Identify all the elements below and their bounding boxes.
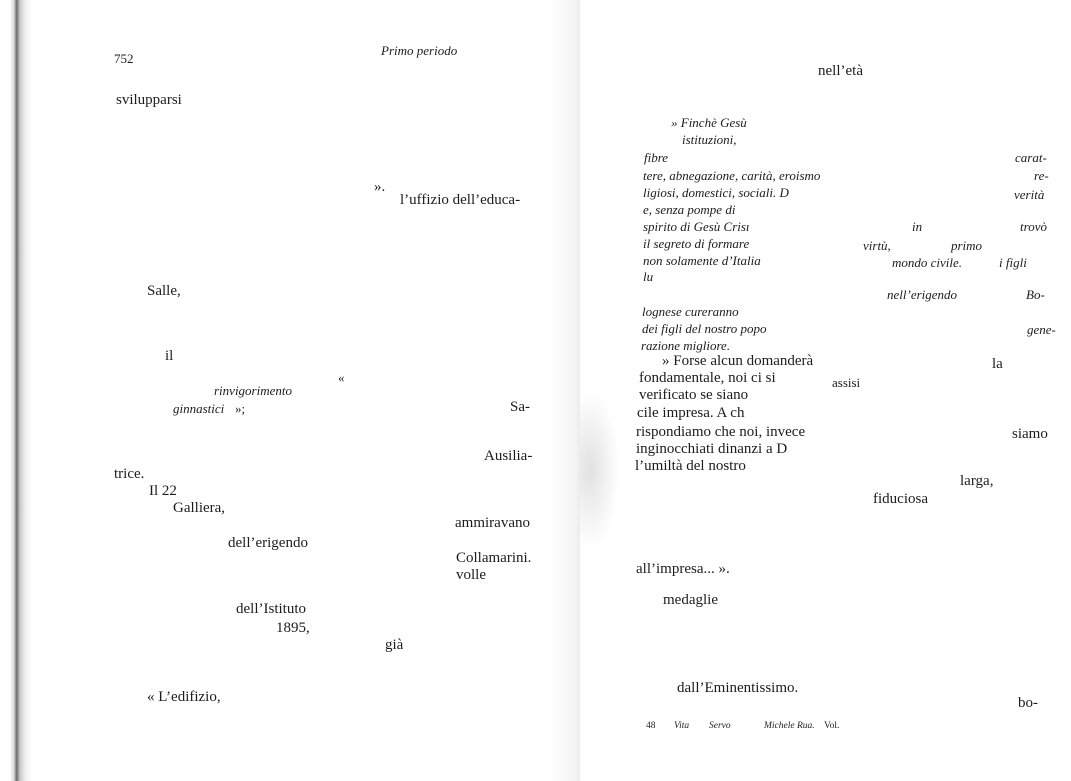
text-fragment: la (992, 356, 1003, 372)
text-fragment: istituzioni, (682, 132, 737, 147)
text-fragment: razione migliore. (641, 338, 731, 353)
text-fragment: primo (951, 238, 983, 253)
text-fragment: virtù, (863, 238, 891, 253)
running-head: Primo periodo (381, 43, 458, 58)
text-fragment: ». (374, 179, 386, 195)
text-fragment: i figli (999, 255, 1027, 270)
text-fragment: verità (1014, 187, 1045, 202)
text-fragment: mondo civile. (892, 255, 963, 270)
footer-title-part: Vol. (824, 721, 840, 731)
text-fragment: Bo- (1026, 287, 1045, 302)
text-fragment: « L’edifizio, (147, 689, 221, 705)
right-page (580, 0, 1071, 781)
text-fragment: nell’età (818, 63, 863, 79)
text-fragment: bo- (1018, 695, 1038, 711)
text-fragment: l’umiltà del nostro (635, 458, 746, 474)
text-fragment: il (165, 348, 174, 364)
text-fragment: l’uffizio dell’educa- (400, 192, 521, 208)
text-fragment: già (385, 637, 404, 653)
text-fragment: Salle, (147, 283, 181, 299)
text-fragment: verificato se siano (639, 387, 749, 403)
text-fragment: siamo (1012, 426, 1048, 442)
text-fragment: larga, (960, 473, 994, 489)
text-fragment: ginnastici (173, 401, 225, 416)
text-fragment: non solamente d’Italia (643, 253, 761, 268)
text-fragment: il segreto di formare (643, 236, 750, 251)
text-fragment: dall’Eminentissimo. (677, 680, 799, 696)
text-fragment: ligiosi, domestici, sociali. D (643, 185, 789, 200)
text-fragment: lognese cureranno (642, 304, 739, 319)
text-fragment: e, senza pompe di (643, 202, 736, 217)
text-fragment: medaglie (663, 592, 718, 608)
text-fragment: gene- (1027, 322, 1056, 337)
text-fragment: 1895, (276, 620, 310, 636)
text-fragment: volle (456, 567, 486, 583)
text-fragment: trice. (114, 466, 145, 482)
text-fragment: fiduciosa (873, 491, 928, 507)
text-fragment: » Forse alcun domanderà (662, 353, 814, 369)
text-fragment: » Finchè Gesù (671, 115, 747, 130)
text-fragment: Collamarini. (456, 550, 532, 566)
text-fragment: nell’erigendo (887, 287, 958, 302)
text-fragment: ammiravano (455, 515, 530, 531)
text-fragment: Sa- (510, 399, 530, 415)
text-fragment: fibre (644, 150, 669, 165)
text-fragment: « (338, 370, 345, 385)
footer-title-part: Michele Rua. (764, 721, 815, 731)
page-number: 752 (114, 51, 134, 66)
text-fragment: carat- (1015, 150, 1047, 165)
text-fragment: tere, abnegazione, carità, eroismo (643, 168, 821, 183)
footer-title-part: Vita (674, 721, 690, 731)
book-gutter-shadow (548, 0, 580, 781)
text-fragment: lu (643, 269, 654, 284)
text-fragment: Galliera, (173, 500, 226, 516)
text-fragment: re- (1034, 168, 1049, 183)
text-fragment: Il 22 (149, 483, 177, 499)
text-fragment: trovò (1020, 219, 1047, 234)
text-fragment: rispondiamo che noi, invece (636, 424, 806, 440)
text-fragment: dell’erigendo (228, 535, 308, 551)
text-fragment: spirito di Gesù Crisı (643, 219, 750, 234)
text-fragment: fondamentale, noi ci si (639, 370, 776, 386)
text-fragment: rinvigorimento (214, 383, 292, 398)
text-fragment: dell’Istituto (236, 601, 306, 617)
text-fragment: inginocchiati dinanzi a D (636, 441, 788, 457)
text-fragment: cile impresa. A ch (637, 405, 745, 421)
text-fragment: assisi (832, 375, 861, 390)
footer-title-part: Servo (709, 721, 731, 731)
text-fragment: dei figli del nostro popo (642, 321, 767, 336)
book-spine-shadow (10, 0, 32, 781)
text-fragment: all’impresa... ». (636, 561, 730, 577)
text-fragment: »; (235, 401, 246, 416)
text-fragment: svilupparsi (116, 92, 182, 108)
text-fragment: Ausilia- (484, 448, 533, 464)
footer-number: 48 (646, 721, 656, 731)
text-fragment: in (912, 219, 923, 234)
gutter-stain (580, 390, 620, 550)
